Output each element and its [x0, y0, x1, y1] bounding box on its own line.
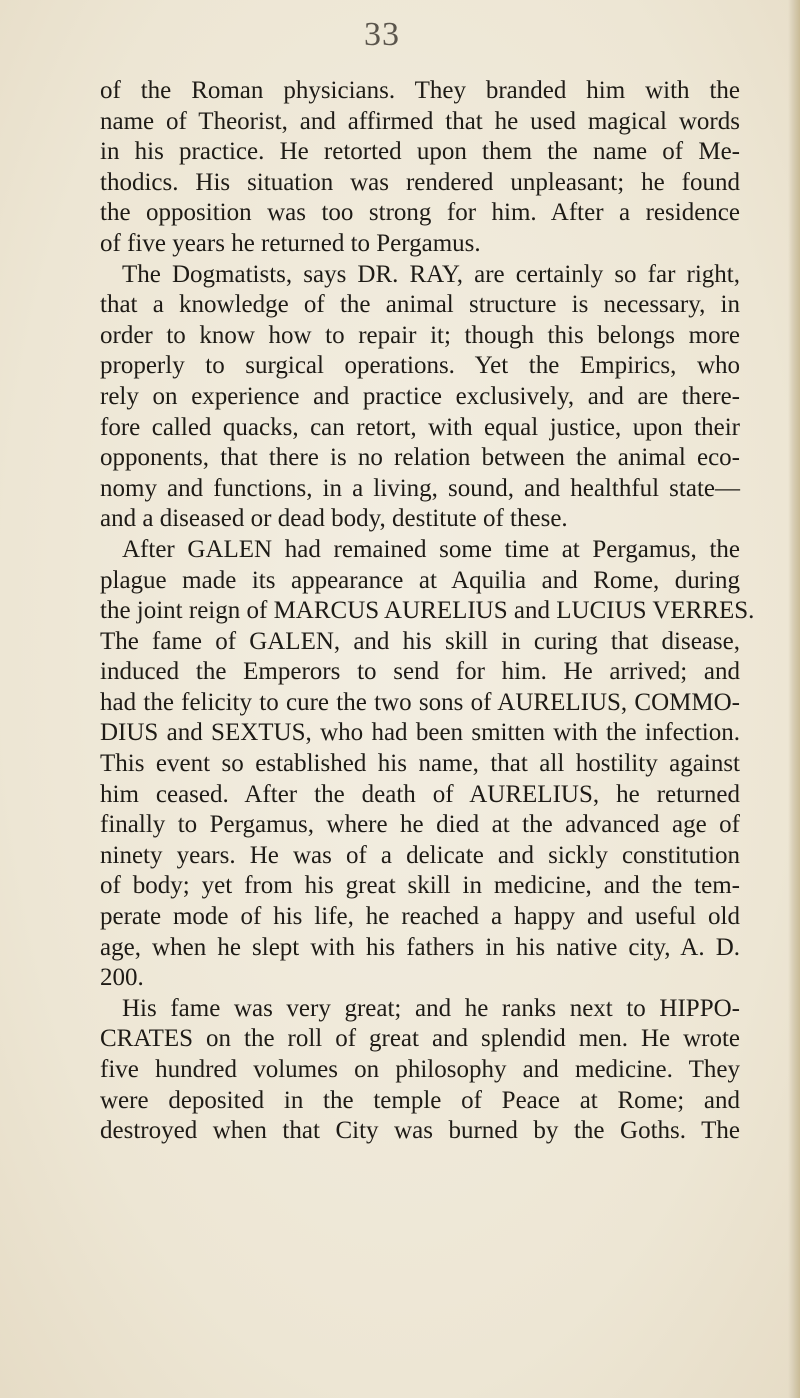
text-line: five hundred volumes on philosophy and medicine. They — [100, 1056, 740, 1083]
text-line: the joint reign of MARCUS AURELIUS and LUCIUS VERRES. — [100, 597, 755, 625]
text-line: ninety years. He was of a delicate and sickly constitution — [100, 841, 740, 869]
text-line: him ceased. After the death of AURELIUS, he returned — [100, 780, 740, 808]
text-line: CRATES on the roll of great and splendid men. He wrote — [100, 1025, 740, 1053]
page-edge-shadow — [788, 0, 800, 1398]
body-text — [100, 76, 755, 1147]
text-line: opponents, that there is no relation between the animal eco- — [100, 444, 740, 472]
text-line: that a knowledge of the animal structure is necessary, in — [100, 291, 740, 319]
text-line: were deposited in the temple of Peace at Rome; and — [100, 1086, 740, 1114]
page-number: 33 — [364, 16, 400, 53]
text-line: of body; yet from his great skill in medicine, and the tem- — [100, 872, 740, 900]
text-line: 200. — [100, 964, 144, 992]
text-line: This event so established his name, that all hostility against — [100, 750, 740, 778]
text-line: fore called quacks, can retort, with equal justice, upon their — [100, 413, 740, 441]
text-line: The Dogmatists, says DR. RAY, are certainly so far right, — [122, 260, 740, 288]
text-line: After GALEN had remained some time at Pergamus, the — [122, 535, 740, 563]
text-line: age, when he slept with his fathers in his native city, A. D. — [100, 933, 740, 961]
text-line: destroyed when that City was burned by the Goths. The — [100, 1117, 740, 1145]
text-line: in his practice. He retorted upon them the name of Me- — [100, 138, 740, 166]
text-line: The fame of GALEN, and his skill in curing that disease, — [100, 627, 740, 655]
text-line: had the felicity to cure the two sons of AURELIUS, COMMO- — [100, 688, 740, 716]
text-line: plague made its appearance at Aquilia and Rome, during — [100, 566, 740, 594]
text-line: DIUS and SEXTUS, who had been smitten with the infection. — [100, 719, 740, 747]
text-line: the opposition was too strong for him. After a residence — [100, 199, 740, 227]
text-line: nomy and functions, in a living, sound, and healthful state— — [100, 474, 740, 502]
text-line: perate mode of his life, he reached a happy and useful old — [100, 903, 740, 931]
text-line: and a diseased or dead body, destitute of these. — [100, 505, 568, 533]
text-line: order to know how to repair it; though this belongs more — [100, 321, 740, 349]
text-line: properly to surgical operations. Yet the Empirics, who — [100, 352, 740, 380]
text-line: induced the Emperors to send for him. He arrived; and — [100, 658, 740, 686]
text-line: finally to Pergamus, where he died at the advanced age of — [100, 811, 740, 839]
text-line: of five years he returned to Pergamus. — [100, 229, 481, 257]
text-line: thodics. His situation was rendered unpleasant; he found — [100, 168, 740, 196]
text-line: name of Theorist, and affirmed that he used magical words — [100, 107, 740, 135]
text-line: rely on experience and practice exclusively, and are there- — [100, 382, 740, 410]
text-line: His fame was very great; and he ranks next to HIPPO- — [122, 994, 740, 1022]
text-line: of the Roman physicians. They branded him with the — [100, 77, 740, 104]
